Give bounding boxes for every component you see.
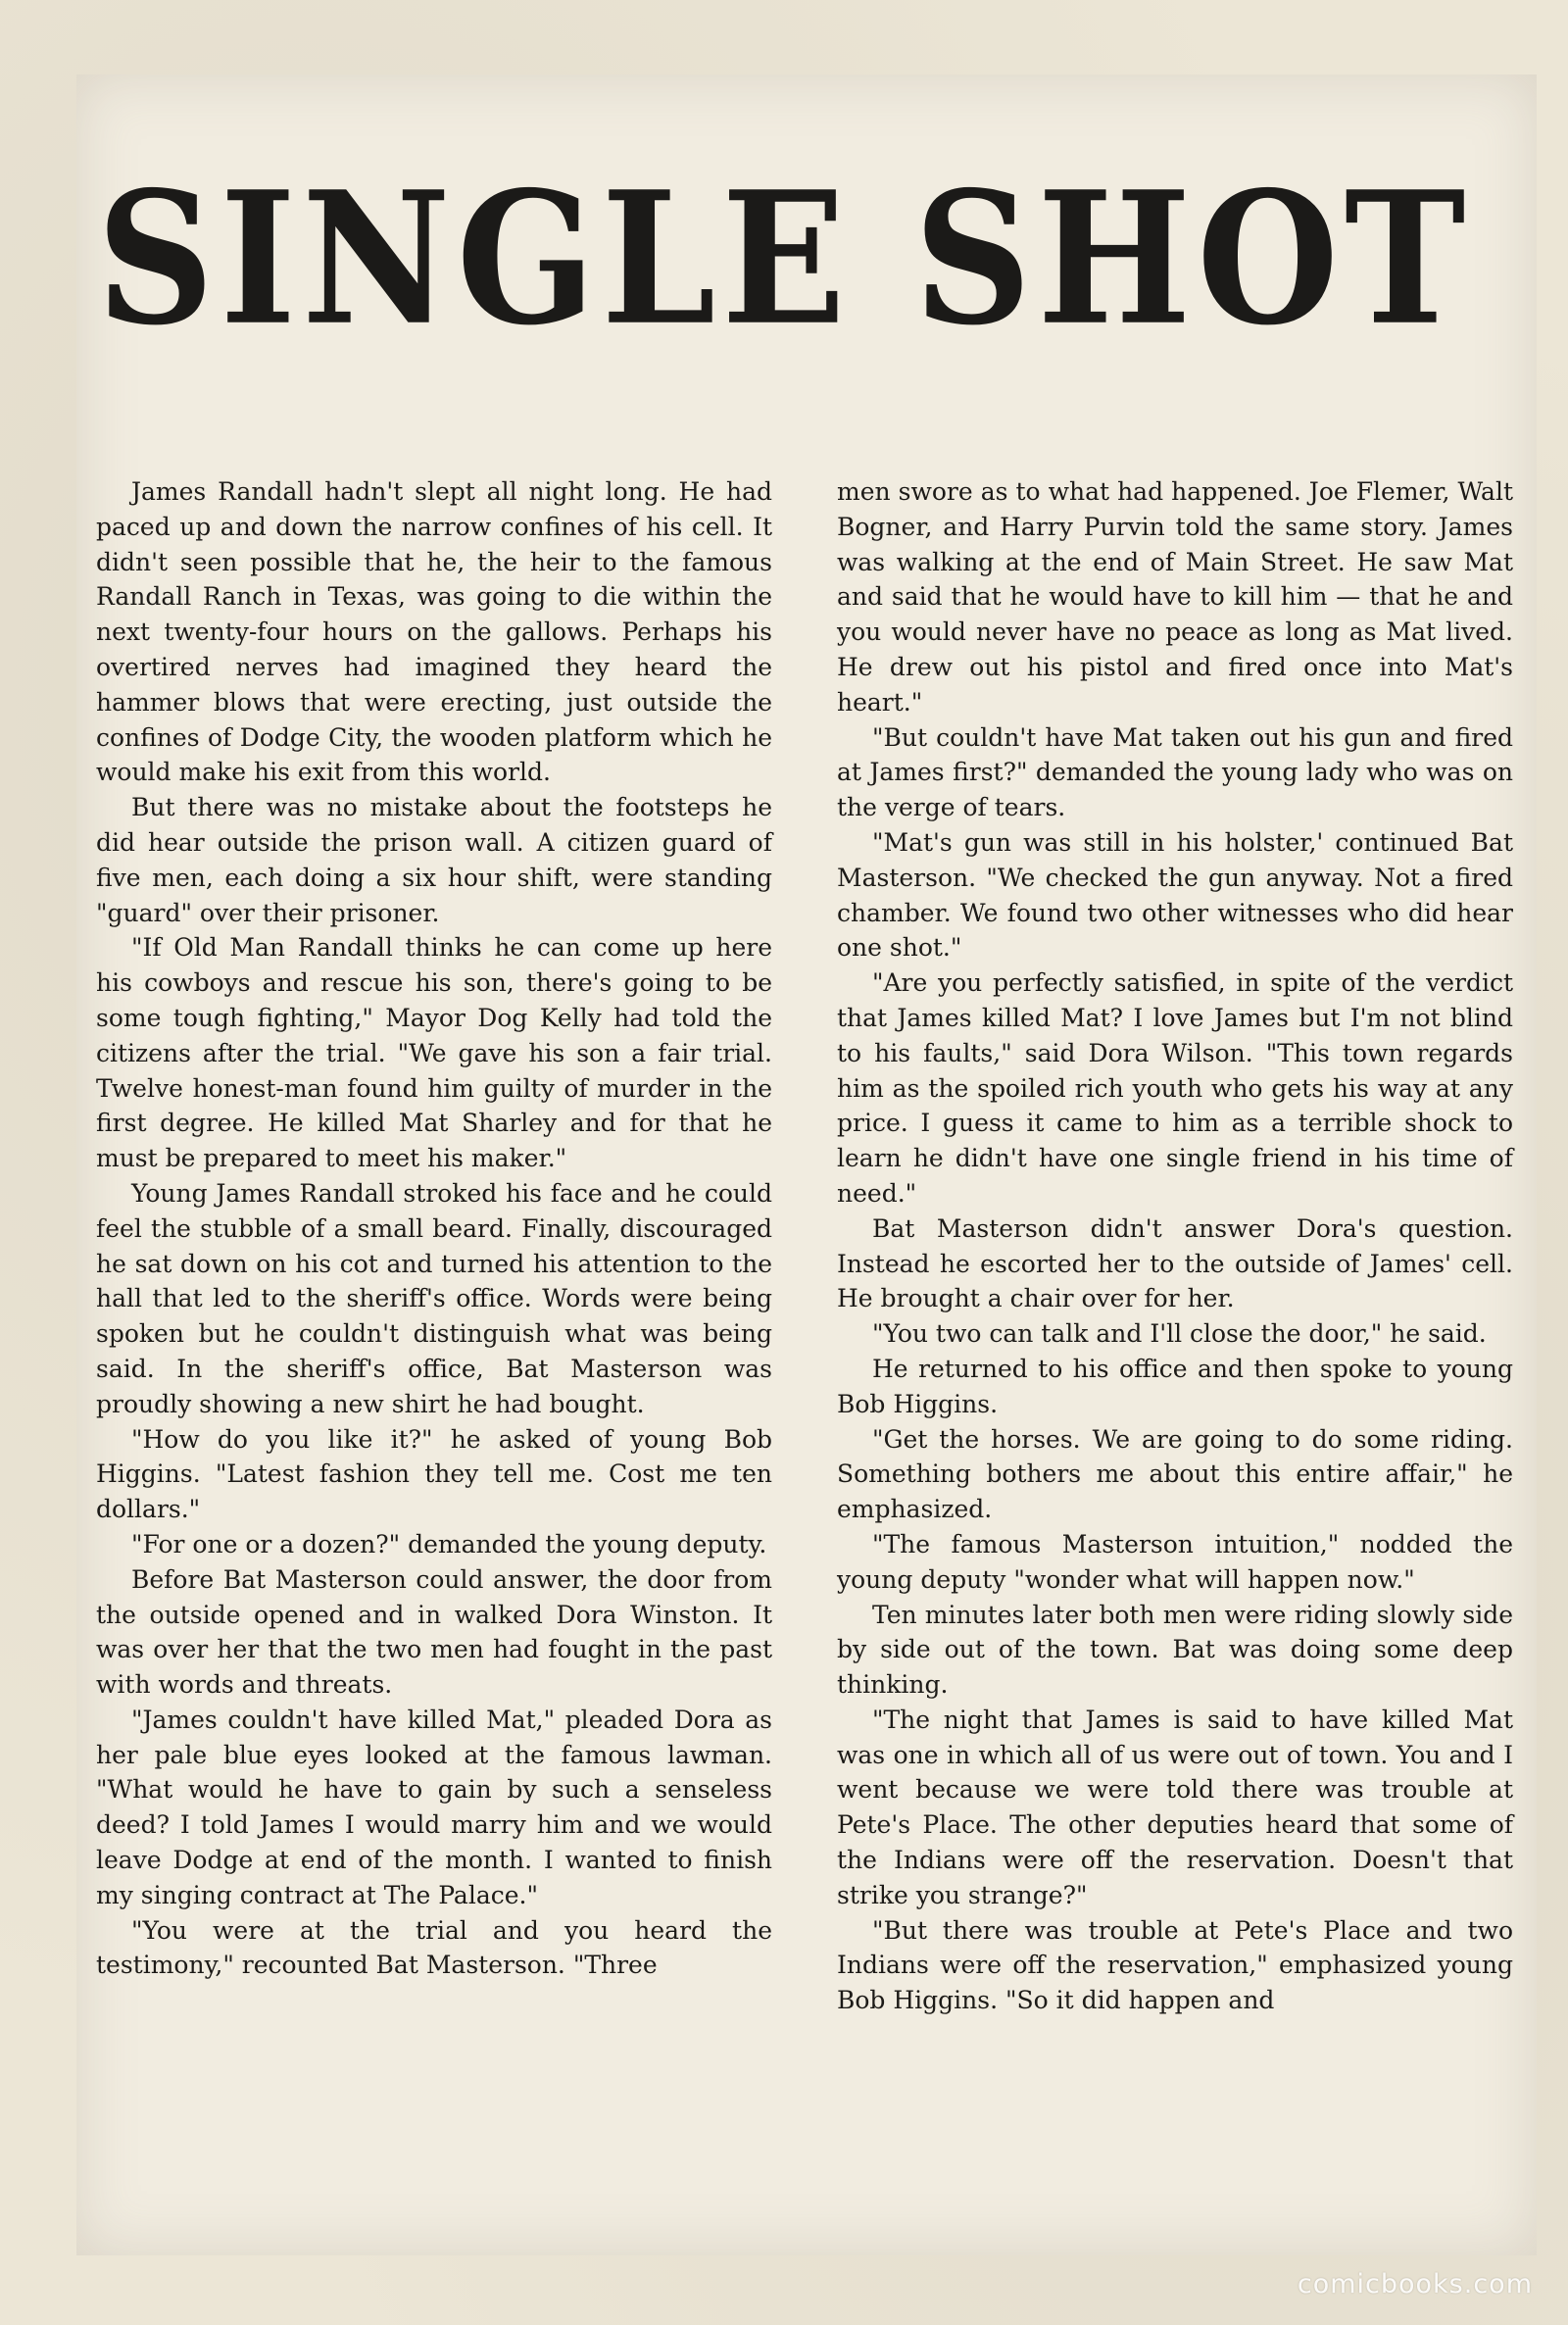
paragraph: "For one or a dozen?" demanded the young deputy. xyxy=(131,1529,767,1558)
paragraph: Young James Randall stroked his face and he could feel the stubble of a small beard. Finally, discouraged he sat down on his cot and turned his attention to the hall that led to the sheriff's office. Words were being spoken but he couldn't distinguish what was being said. In the sheriff's office, Bat Masterson was proudly showing a new shirt he had bought. xyxy=(96,1178,772,1418)
paragraph: "But couldn't have Mat taken out his gun and fired at James first?" demanded the young lady who was on the verge of tears. xyxy=(837,722,1513,822)
paragraph: "Mat's gun was still in his holster,' continued Bat Masterson. "We checked the gun anyway. Not a fired chamber. We found two other witnesses who did hear one shot." xyxy=(837,827,1513,963)
paragraph: But there was no mistake about the footsteps he did hear outside the prison wall. A citizen guard of five men, each doing a six hour shift, were standing "guard" over their prisoner. xyxy=(96,793,772,927)
paragraph: Bat Masterson didn't answer Dora's question. Instead he escorted her to the outside of James' cell. He brought a chair over for her. xyxy=(837,1213,1513,1313)
paragraph: "If Old Man Randall thinks he can come up here his cowboys and rescue his son, there's going to be some tough fighting," Mayor Dog Kelly had told the citizens after the trial. "We gave his son a fair trial. Twelve honest-man found him guilty of murder in the first degree. He killed Mat Sharley and for that he must be prepared to meet his maker." xyxy=(96,933,772,1173)
site-watermark: comicbooks.com xyxy=(1297,2269,1533,2300)
paragraph: He returned to his office and then spoke to young Bob Higgins. xyxy=(837,1354,1513,1418)
paragraph: Before Bat Masterson could answer, the door from the outside opened and in walked Dora Winston. It was over her that the two men had fought in the past with words and threats. xyxy=(96,1564,772,1700)
left-column xyxy=(96,474,772,1983)
paragraph: "Are you perfectly satisfied, in spite of the verdict that James killed Mat? I love James but I'm not blind to his faults," said Dora Wilson. "This town regards him as the spoiled rich youth who gets his way at any price. I guess it came to him as a terrible shock to learn he didn't have one single friend in his time of need." xyxy=(837,968,1513,1208)
paragraph: men swore as to what had happened. Joe Flemer, Walt Bogner, and Harry Purvin told the same story. James was walking at the end of Main Street. He saw Mat and said that he would have to kill him — that he and you would never have no peace as long as Mat lived. He drew out his pistol and fired once into Mat's heart." xyxy=(837,477,1513,717)
paragraph: "You were at the trial and you heard the testimony," recounted Bat Masterson. "Three xyxy=(96,1915,772,1980)
paragraph: "You two can talk and I'll close the door," he said. xyxy=(872,1319,1487,1349)
story-title: SINGLE SHOT xyxy=(96,152,1472,367)
paragraph: James Randall hadn't slept all night long. He had paced up and down the narrow confines of his cell. It didn't seen possible that he, the heir to the famous Randall Ranch in Texas, was going to die within the next twenty-four hours on the gallows. Perhaps his overtired nerves had imagined they heard the hammer blows that were erecting, just outside the confines of Dodge City, the wooden platform which he would make his exit from this world. xyxy=(96,477,772,787)
paragraph: "How do you like it?" he asked of young Bob Higgins. "Latest fashion they tell me. Cost me ten dollars." xyxy=(96,1424,772,1524)
paragraph: "James couldn't have killed Mat," pleaded Dora as her pale blue eyes looked at the famous lawman. "What would he have to gain by such a senseless deed? I told James I would marry him and we would leave Dodge at end of the month. I wanted to finish my singing contract at The Palace." xyxy=(96,1705,772,1909)
right-column xyxy=(837,474,1513,2018)
paragraph: Ten minutes later both men were riding slowly side by side out of the town. Bat was doing some deep thinking. xyxy=(837,1600,1513,1700)
paragraph: "The night that James is said to have killed Mat was one in which all of us were out of town. You and I went because we were told there was trouble at Pete's Place. The other deputies heard that some of the Indians were off the reservation. Doesn't that strike you strange?" xyxy=(837,1705,1513,1909)
paragraph: "The famous Masterson intuition," nodded the young deputy "wonder what will happen now." xyxy=(837,1529,1513,1594)
paragraph: "Get the horses. We are going to do some riding. Something bothers me about this entire affair," he emphasized. xyxy=(837,1424,1513,1524)
paragraph: "But there was trouble at Pete's Place and two Indians were off the reservation," emphasized young Bob Higgins. "So it did happen and xyxy=(837,1915,1513,2015)
